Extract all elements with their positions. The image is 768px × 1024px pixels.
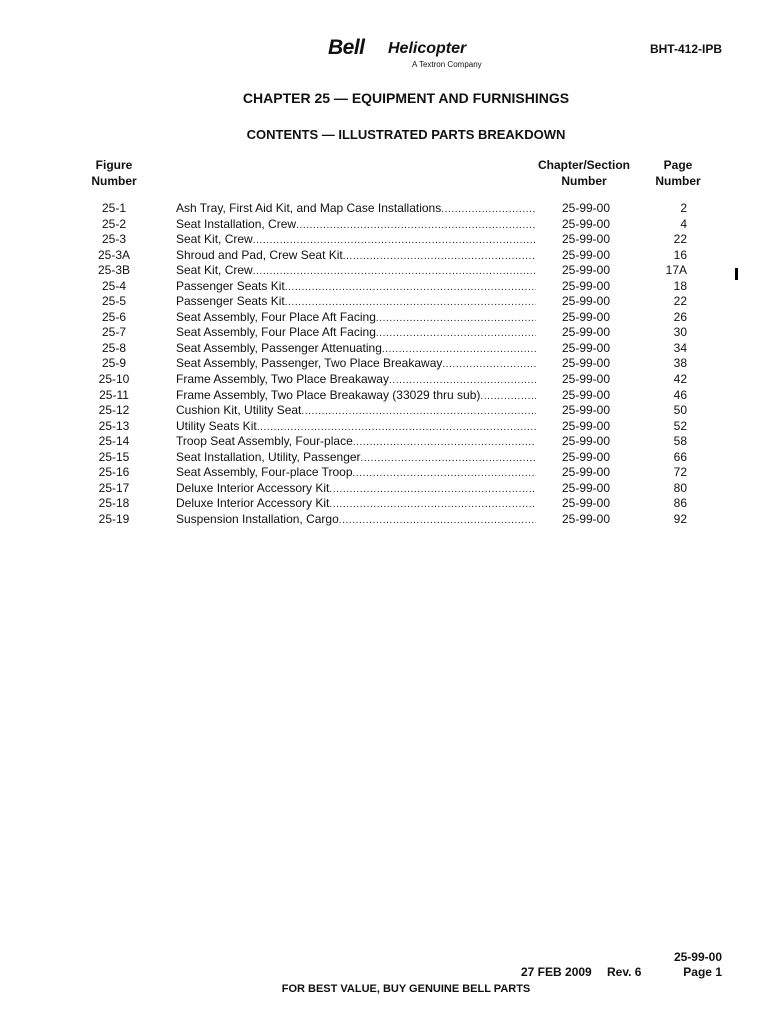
- figure-title-text: Seat Assembly, Four-place Troop: [176, 465, 353, 480]
- leader-dots: [253, 232, 536, 249]
- page-number: 46: [673, 387, 687, 402]
- figure-title-text: Seat Assembly, Passenger Attenuating: [176, 340, 382, 355]
- leader-dots: [441, 201, 536, 218]
- figure-number: 25-10: [98, 372, 130, 387]
- figure-title-text: Seat Installation, Utility, Passenger: [176, 449, 361, 464]
- page-number: 50: [673, 403, 687, 418]
- figure-number: 25-18: [98, 496, 130, 511]
- page-number: 4: [680, 216, 687, 231]
- footer-revision: Rev. 6: [607, 965, 642, 979]
- page-number: 80: [673, 480, 687, 495]
- figure-title-text: Suspension Installation, Cargo: [176, 511, 339, 526]
- table-row: [0, 279, 768, 295]
- figure-title: [176, 434, 536, 451]
- chapter-section-number: 25-99-00: [561, 325, 611, 340]
- leader-dots: [376, 310, 536, 327]
- figure-title-text: Frame Assembly, Two Place Breakaway (33029 thru sub): [176, 387, 481, 402]
- page-number: 26: [673, 309, 687, 324]
- table-row: [0, 248, 768, 264]
- leader-dots: [353, 465, 536, 482]
- table-row: [0, 481, 768, 497]
- figure-number: 25-7: [101, 325, 127, 340]
- column-header-figure-line2: Number: [91, 174, 137, 188]
- bell-logo: [328, 36, 490, 72]
- footer-slogan: FOR BEST VALUE, BUY GENUINE BELL PARTS: [281, 983, 531, 995]
- footer-page-number: Page 1: [683, 965, 722, 979]
- leader-dots: [253, 263, 536, 280]
- chapter-section-number: 25-99-00: [561, 278, 611, 293]
- figure-title: [176, 263, 536, 280]
- figure-title-text: Seat Assembly, Passenger, Two Place Breakaway: [176, 356, 443, 371]
- table-row: [0, 263, 768, 279]
- figure-title: [176, 325, 536, 342]
- chapter-section-number: 25-99-00: [561, 201, 611, 215]
- logo-wordmark: Bell: [328, 36, 365, 59]
- page-number: 38: [673, 356, 687, 371]
- logo-tagline: A Textron Company: [412, 60, 482, 69]
- table-row: [0, 372, 768, 388]
- table-row: [0, 465, 768, 481]
- leader-dots: [376, 325, 536, 342]
- figure-title-text: Seat Kit, Crew: [176, 232, 253, 247]
- leader-dots: [296, 217, 536, 234]
- footer-section-code: 25-99-00: [673, 950, 722, 964]
- figure-title: [176, 512, 536, 529]
- figure-number: 25-3A: [97, 247, 131, 262]
- figure-number: 25-8: [101, 340, 127, 355]
- column-header-page: [640, 157, 716, 189]
- figure-number: 25-19: [98, 511, 130, 526]
- footer-date: 27 FEB 2009: [521, 965, 592, 979]
- page-number: 66: [673, 449, 687, 464]
- figure-number: 25-12: [98, 403, 130, 418]
- figure-number: 25-9: [101, 356, 127, 371]
- figure-title-text: Deluxe Interior Accessory Kit: [176, 480, 330, 495]
- table-row: [0, 217, 768, 233]
- figure-title: [176, 450, 536, 467]
- chapter-section-number: 25-99-00: [561, 216, 611, 231]
- page-number: 52: [673, 418, 687, 433]
- table-row: [0, 325, 768, 341]
- chapter-section-number: 25-99-00: [561, 247, 611, 262]
- table-row: [0, 512, 768, 528]
- page-number: 18: [673, 278, 687, 293]
- page-number: 92: [673, 511, 687, 526]
- page-number: 22: [673, 294, 687, 309]
- chapter-title: CHAPTER 25 — EQUIPMENT AND FURNISHINGS: [242, 90, 570, 106]
- chapter-section-number: 25-99-00: [561, 480, 611, 495]
- figure-title-text: Seat Kit, Crew: [176, 263, 253, 278]
- figure-title: [176, 419, 536, 436]
- table-row: [0, 232, 768, 248]
- column-header-page-line2: Number: [655, 174, 701, 188]
- figure-title-text: Utility Seats Kit: [176, 418, 257, 433]
- figure-title-text: Ash Tray, First Aid Kit, and Map Case Installations: [176, 201, 442, 215]
- figure-number: 25-16: [98, 465, 130, 480]
- table-row: [0, 294, 768, 310]
- figure-title: [176, 294, 536, 311]
- page-number: 22: [673, 232, 687, 247]
- chapter-section-number: 25-99-00: [561, 403, 611, 418]
- contents-title: CONTENTS — ILLUSTRATED PARTS BREAKDOWN: [246, 127, 566, 142]
- leader-dots: [285, 279, 536, 296]
- figure-title-text: Troop Seat Assembly, Four-place: [176, 434, 353, 449]
- figure-title: [176, 356, 536, 373]
- figure-title: [176, 341, 536, 358]
- figure-number: 25-11: [99, 387, 129, 402]
- leader-dots: [301, 403, 536, 420]
- leader-dots: [329, 496, 536, 513]
- column-header-chapter-section: [524, 157, 644, 189]
- chapter-section-number: 25-99-00: [561, 496, 611, 511]
- table-row: [0, 388, 768, 404]
- chapter-section-number: 25-99-00: [561, 356, 611, 371]
- page-number: 17A: [665, 263, 687, 278]
- leader-dots: [480, 388, 536, 405]
- chapter-section-number: 25-99-00: [561, 372, 611, 387]
- chapter-section-number: 25-99-00: [561, 294, 611, 309]
- figure-number: 25-4: [101, 278, 127, 293]
- leader-dots: [382, 341, 536, 358]
- figure-number: 25-2: [101, 216, 127, 231]
- chapter-section-number: 25-99-00: [561, 449, 611, 464]
- figure-title-text: Seat Assembly, Four Place Aft Facing: [176, 309, 376, 324]
- figure-title: [176, 372, 536, 389]
- table-row: [0, 310, 768, 326]
- leader-dots: [343, 248, 536, 265]
- column-header-figure: [76, 157, 152, 189]
- leader-dots: [257, 419, 536, 436]
- table-row: [0, 419, 768, 435]
- table-row: [0, 201, 768, 217]
- figure-title: [176, 496, 536, 513]
- figure-title-text: Seat Assembly, Four Place Aft Facing: [176, 325, 376, 340]
- table-row: [0, 496, 768, 512]
- leader-dots: [329, 481, 536, 498]
- column-header-page-line1: Page: [663, 158, 693, 172]
- figure-number: 25-15: [98, 449, 130, 464]
- figure-title: [176, 232, 536, 249]
- chapter-section-number: 25-99-00: [561, 418, 611, 433]
- leader-dots: [353, 434, 536, 451]
- figure-number: 25-3B: [97, 263, 131, 278]
- logo-helicopter-text: Helicopter: [388, 40, 467, 57]
- chapter-section-number: 25-99-00: [561, 232, 611, 247]
- chapter-section-number: 25-99-00: [561, 387, 611, 402]
- page-number: 34: [673, 340, 687, 355]
- figure-title-text: Seat Installation, Crew: [176, 216, 297, 231]
- table-row: [0, 341, 768, 357]
- figure-number: 25-6: [101, 309, 127, 324]
- figure-title-text: Shroud and Pad, Crew Seat Kit: [176, 247, 343, 262]
- column-header-cs-line1: Chapter/Section: [537, 158, 630, 172]
- contents-table: [0, 201, 768, 527]
- leader-dots: [442, 356, 536, 373]
- column-header-cs-line2: Number: [561, 174, 607, 188]
- leader-dots: [361, 450, 536, 467]
- table-row: [0, 403, 768, 419]
- figure-number: 25-5: [101, 294, 127, 309]
- leader-dots: [339, 512, 536, 529]
- chapter-section-number: 25-99-00: [561, 309, 611, 324]
- page-number: 2: [680, 201, 687, 215]
- figure-title: [176, 201, 536, 218]
- leader-dots: [285, 294, 536, 311]
- chapter-section-number: 25-99-00: [561, 465, 611, 480]
- table-row: [0, 356, 768, 372]
- page-number: 58: [673, 434, 687, 449]
- figure-title-text: Passenger Seats Kit: [176, 294, 285, 309]
- figure-title-text: Frame Assembly, Two Place Breakaway: [176, 372, 389, 387]
- figure-title: [176, 465, 536, 482]
- chapter-section-number: 25-99-00: [561, 511, 611, 526]
- figure-title: [176, 388, 536, 405]
- figure-title: [176, 279, 536, 296]
- page-number: 42: [673, 372, 687, 387]
- figure-number: 25-14: [98, 434, 130, 449]
- figure-title: [176, 217, 536, 234]
- figure-number: 25-3: [101, 232, 127, 247]
- figure-title-text: Cushion Kit, Utility Seat: [176, 403, 302, 418]
- page-number: 86: [673, 496, 687, 511]
- chapter-section-number: 25-99-00: [561, 434, 611, 449]
- figure-title-text: Passenger Seats Kit: [176, 278, 285, 293]
- page-number: 72: [673, 465, 687, 480]
- figure-title-text: Deluxe Interior Accessory Kit: [176, 496, 330, 511]
- document-id: BHT-412-IPB: [649, 42, 722, 56]
- figure-title: [176, 481, 536, 498]
- table-row: [0, 434, 768, 450]
- table-row: [0, 450, 768, 466]
- leader-dots: [389, 372, 536, 389]
- figure-title: [176, 310, 536, 327]
- revision-change-bar: [735, 268, 738, 280]
- chapter-section-number: 25-99-00: [561, 263, 611, 278]
- page-number: 16: [673, 247, 687, 262]
- column-header-figure-line1: Figure: [95, 158, 133, 172]
- figure-title: [176, 248, 536, 265]
- chapter-section-number: 25-99-00: [561, 340, 611, 355]
- figure-number: 25-13: [98, 418, 130, 433]
- page-number: 30: [673, 325, 687, 340]
- figure-number: 25-1: [101, 201, 127, 215]
- figure-title: [176, 403, 536, 420]
- figure-number: 25-17: [98, 480, 130, 495]
